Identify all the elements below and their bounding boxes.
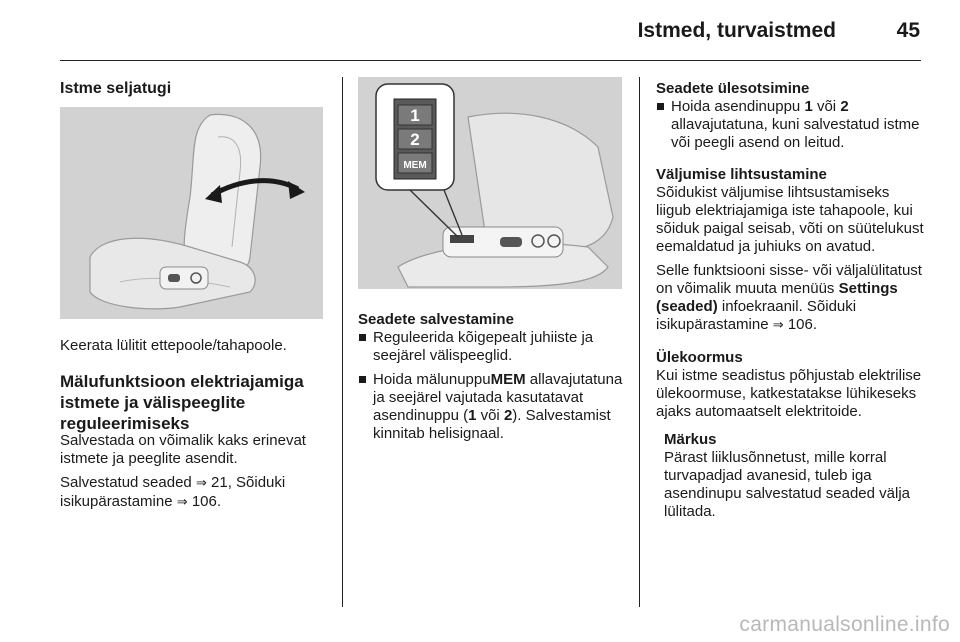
- memory-button-mem-label: MEM: [403, 160, 427, 171]
- bullet-square-icon: [359, 334, 366, 341]
- backrest-heading: Istme seljatugi: [60, 80, 172, 97]
- note-box: [656, 431, 926, 521]
- overload-text: Kui istme seadistus põhjustab elektrilise ülekoormuse, katkestatakse lühikeseks ajaks automaatselt elektritoide.: [656, 367, 922, 420]
- save-settings-heading: Seadete salvestamine: [358, 311, 514, 328]
- recall-settings-heading: Seadete ülesotsimine: [656, 80, 810, 97]
- memory-reference: Salvestatud seaded ⇒ 21, Sõiduki isikupärastamine ⇒ 106.: [60, 474, 286, 510]
- memory-buttons-figure: [358, 77, 622, 289]
- bullet-square-icon: [359, 376, 366, 383]
- memory-buttons-illustration: [358, 77, 622, 289]
- memory-intro: Salvestada on võimalik kaks erinevat istmete ja peeglite asendit.: [60, 432, 306, 467]
- reference-arrow-icon: ⇒: [176, 495, 188, 510]
- page-header-title: Istmed, turvaistmed: [637, 19, 836, 42]
- backrest-caption: Keerata lülitit ettepoole/tahapoole.: [60, 337, 287, 354]
- easy-exit-heading: Väljumise lihtsustamine: [656, 166, 827, 183]
- note-heading: Märkus: [664, 431, 717, 448]
- bullet-square-icon: [657, 103, 664, 110]
- seat-backrest-illustration: [60, 107, 323, 319]
- easy-exit-text: Sõidukist väljumise lihtsustamiseks liigub elektriajamiga iste tahapoole, kui sõiduk paigal seisab, võti on süütelukust eemaldatud ja juhiuks on avatud.: [656, 184, 924, 255]
- column-divider-1: [342, 77, 343, 607]
- list-item: Reguleerida kõigepealt juhiiste ja seejärel välispeeglid.: [358, 329, 630, 365]
- header-rule: [60, 60, 921, 61]
- watermark: carmanualsonline.info: [739, 613, 950, 636]
- reference-arrow-icon: ⇒: [195, 476, 207, 491]
- memory-button-1-label: 1: [410, 106, 420, 125]
- seat-backrest-figure: [60, 107, 323, 319]
- memory-button-2-label: 2: [410, 130, 420, 149]
- memory-section-title: Mälufunktsioon elektriajamiga istmete ja välispeeglite reguleerimiseks: [60, 372, 304, 433]
- note-text: Pärast liiklusõnnetust, mille korral turvapadjad avanesid, tuleb iga asendinupu salvestatud seaded välja lülitada.: [664, 449, 911, 520]
- overload-heading: Ülekoormus: [656, 349, 743, 366]
- column-divider-2: [639, 77, 640, 607]
- page-number: 45: [896, 19, 920, 42]
- easy-exit-settings-text: Selle funktsiooni sisse- või väljalülitatust on võimalik muuta menüüs Settings (seaded) infoekraanil. Sõiduki isikupärastamine ⇒ 106.: [656, 262, 922, 333]
- reference-arrow-icon: ⇒: [772, 318, 784, 333]
- list-item: Hoida mälunuppuMEM allavajutatuna ja seejärel vajutada kasutatavat asendinuppu (1 või 2). Salvestamist kinnitab helisignaal.: [358, 371, 630, 443]
- list-item: Hoida asendinuppu 1 või 2 allavajutatuna, kuni salvestatud istme või peegli asend on leitud.: [656, 98, 926, 152]
